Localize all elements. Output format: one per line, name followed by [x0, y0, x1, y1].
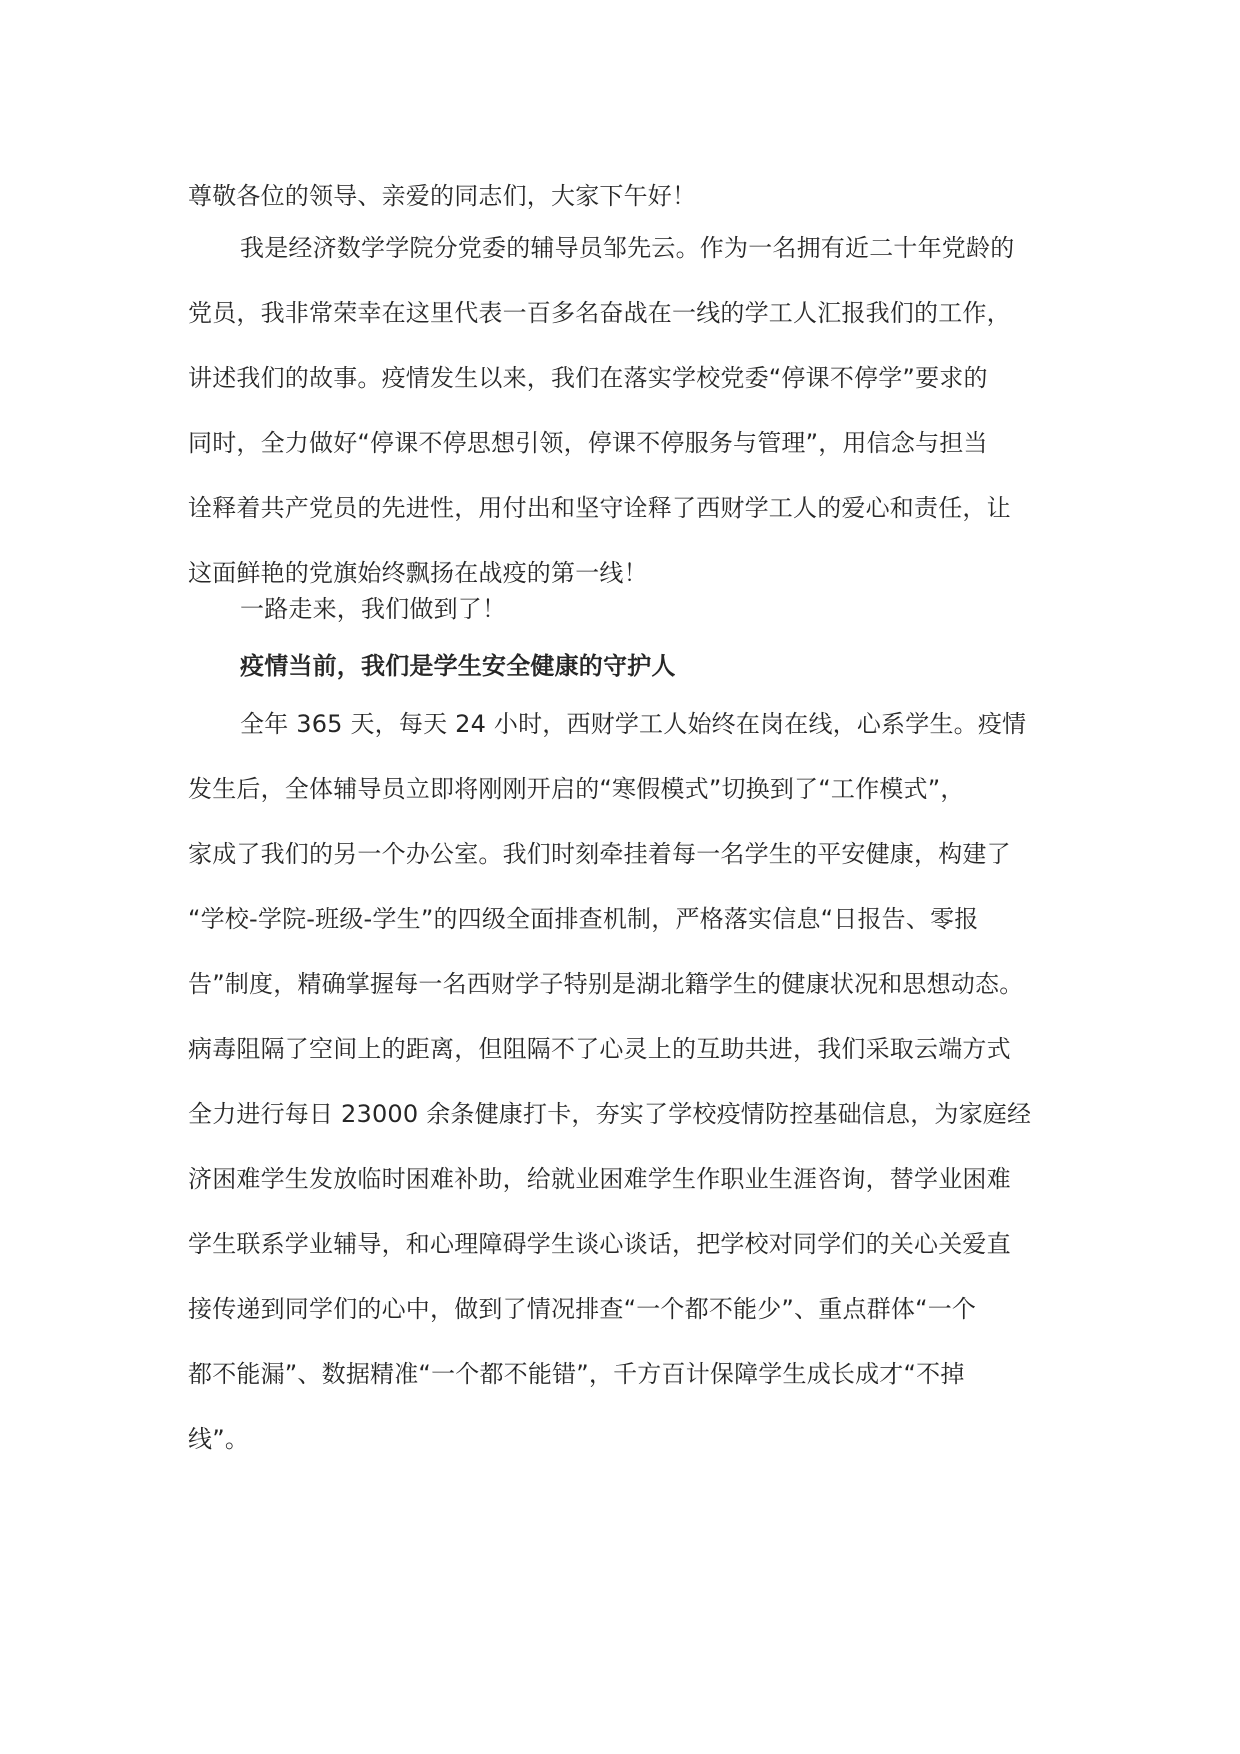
paragraph-line: 病毒阻隔了空间上的距离，但阻隔不了心灵上的互助共进，我们采取云端方式: [188, 1035, 1011, 1063]
paragraph-line: 家成了我们的另一个办公室。我们时刻牵挂着每一名学生的平安健康，构建了: [188, 840, 1011, 868]
paragraph-line: 诠释着共产党员的先进性，用付出和坚守诠释了西财学工人的爱心和责任，让: [188, 494, 1011, 522]
paragraph-line: 同时，全力做好“停课不停思想引领，停课不停服务与管理”，用信念与担当: [188, 429, 988, 457]
transition-line: 一路走来，我们做到了！: [240, 595, 507, 623]
paragraph-line: 这面鲜艳的党旗始终飘扬在战疫的第一线！: [188, 559, 648, 587]
paragraph-line: 济困难学生发放临时困难补助，给就业困难学生作职业生涯咨询，替学业困难: [188, 1165, 1011, 1193]
paragraph-line: 党员，我非常荣幸在这里代表一百多名奋战在一线的学工人汇报我们的工作，: [188, 299, 1011, 327]
paragraph-line: 发生后，全体辅导员立即将刚刚开启的“寒假模式”切换到了“工作模式”，: [188, 775, 965, 803]
paragraph-line: “学校-学院-班级-学生”的四级全面排查机制，严格落实信息“日报告、零报: [188, 905, 979, 933]
greeting-line: 尊敬各位的领导、亲爱的同志们，大家下午好！: [188, 182, 697, 210]
paragraph-line: 全年 365 天，每天 24 小时，西财学工人始终在岗在线，心系学生。疫情: [240, 710, 1027, 738]
section-heading-text: 疫情当前，我们是学生安全健康的守护人: [240, 652, 676, 680]
body-paragraph: [188, 692, 1068, 1472]
paragraph-line: 全力进行每日 23000 余条健康打卡，夯实了学校疫情防控基础信息，为家庭经: [188, 1100, 1032, 1128]
paragraph-line: 讲述我们的故事。疫情发生以来，我们在落实学校党委“停课不停学”要求的: [188, 364, 988, 392]
intro-paragraph: [188, 216, 1068, 606]
paragraph-line: 接传递到同学们的心中，做到了情况排查“一个都不能少”、重点群体“一个: [188, 1295, 977, 1323]
section-heading: [188, 634, 1068, 699]
paragraph-line: 都不能漏”、数据精准“一个都不能错”，千方百计保障学生成长成才“不掉: [188, 1360, 965, 1388]
paragraph-line: 线”。: [188, 1425, 250, 1453]
paragraph-line: 学生联系学业辅导，和心理障碍学生谈心谈话，把学校对同学们的关心关爱直: [188, 1230, 1011, 1258]
paragraph-line: 我是经济数学学院分党委的辅导员邹先云。作为一名拥有近二十年党龄的: [240, 234, 1015, 262]
paragraph-line: 告”制度，精确掌握每一名西财学子特别是湖北籍学生的健康状况和思想动态。: [188, 970, 1024, 998]
transition-paragraph: [188, 577, 1068, 642]
